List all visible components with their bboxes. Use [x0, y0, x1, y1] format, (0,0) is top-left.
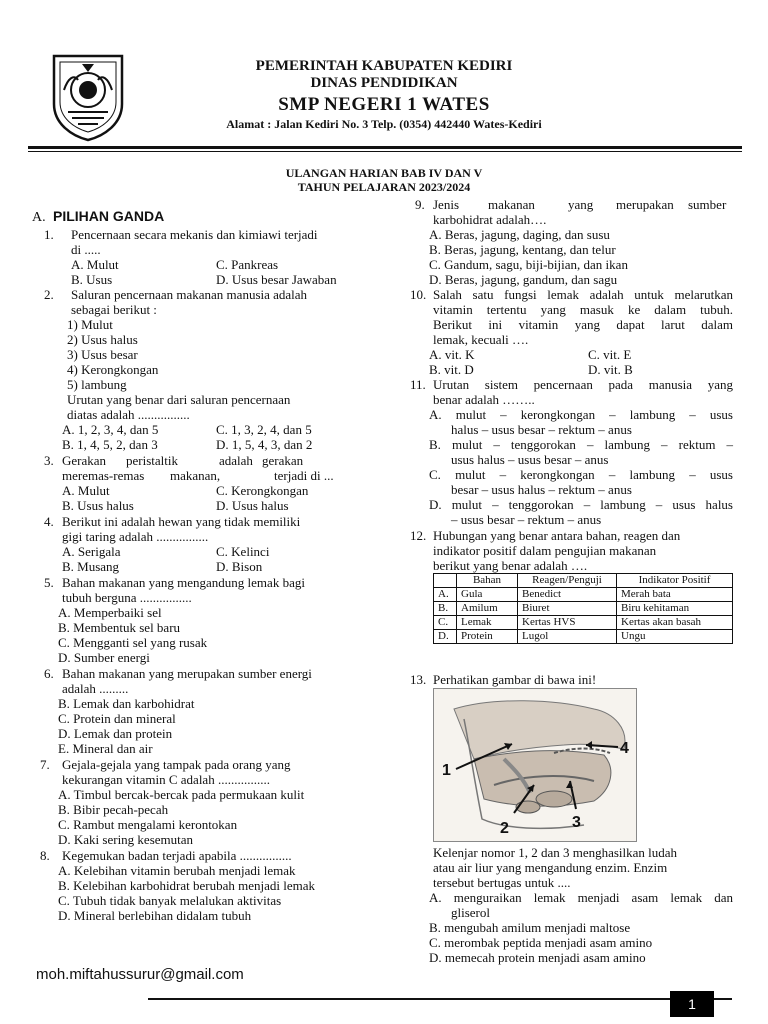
table-cell: B.	[434, 602, 457, 616]
q11-option-a-cont[interactable]: halus – usus besar – rektum – anus	[451, 422, 632, 437]
q6-option-e[interactable]: E. Mineral dan air	[58, 741, 153, 756]
q4-text-line1: Berikut ini adalah hewan yang tidak memiliki	[62, 514, 301, 529]
q3-word-1: Gerakan	[62, 453, 107, 468]
q5-option-d[interactable]: D. Sumber energi	[58, 650, 150, 665]
q10-number: 10.	[410, 287, 427, 302]
footer-email[interactable]: moh.miftahussurur@gmail.com	[36, 966, 244, 983]
q3-number: 3.	[44, 453, 54, 468]
q5-text-line2: tubuh berguna ................	[62, 590, 192, 605]
q12-th-reagen: Reagen/Penguji	[518, 574, 617, 588]
q6-option-b[interactable]: B. Lemak dan karbohidrat	[58, 696, 195, 711]
q1-option-c[interactable]: C. Pankreas	[216, 257, 279, 272]
q7-number: 7.	[40, 757, 50, 772]
q2-option-d[interactable]: D. 1, 5, 4, 3, dan 2	[216, 437, 313, 452]
q8-option-c[interactable]: C. Tubuh tidak banyak melalukan aktivitas	[58, 893, 282, 908]
q2-item-1: 1) Mulut	[67, 317, 113, 332]
table-row	[434, 616, 733, 630]
exam-title: ULANGAN HARIAN BAB IV DAN V	[285, 166, 483, 180]
q9-option-c[interactable]: C. Gandum, sagu, biji-bijian, dan ikan	[429, 257, 628, 272]
q9-option-b[interactable]: B. Beras, jagung, kentang, dan telur	[429, 242, 616, 257]
q11-number: 11.	[410, 377, 426, 392]
q13-text-line4: tersebut bertugas untuk ....	[433, 875, 571, 890]
q3-word-2: peristaltik	[126, 453, 178, 468]
q12-th-blank	[434, 574, 457, 588]
q7-option-b[interactable]: B. Bibir pecah-pecah	[58, 802, 169, 817]
q11-option-b-cont[interactable]: usus halus – usus besar – anus	[451, 452, 609, 467]
table-cell: Gula	[457, 588, 518, 602]
q2-text-line1: Saluran pencernaan makanan manusia adalah	[71, 287, 308, 302]
q5-number: 5.	[44, 575, 54, 590]
q1-option-d[interactable]: D. Usus besar Jawaban	[216, 272, 337, 287]
header-government: PEMERINTAH KABUPATEN KEDIRI	[255, 58, 513, 74]
q2-text-line2: sebagai berikut :	[71, 302, 157, 317]
q10-text-line4: lemak, kecuali ….	[433, 332, 529, 347]
q13-option-c[interactable]: C. merombak peptida menjadi asam amino	[429, 935, 653, 950]
q7-text-line1: Gejala-gejala yang tampak pada orang yang	[62, 757, 291, 772]
q3-line2-a: meremas-remas	[62, 468, 145, 483]
salivary-gland-diagram	[433, 688, 637, 842]
q4-option-c[interactable]: C. Kelinci	[216, 544, 270, 559]
q12-table	[433, 573, 733, 644]
table-cell: C.	[434, 616, 457, 630]
header-rule-thin	[28, 151, 742, 152]
q10-option-b[interactable]: B. vit. D	[429, 362, 474, 377]
q10-text-line3: Berikut ini vitamin yang dapat larut dalam	[433, 317, 733, 332]
diagram-label-3: 3	[572, 814, 581, 831]
q13-option-a-cont[interactable]: gliserol	[451, 905, 490, 920]
diagram-label-1: 1	[442, 762, 451, 779]
q7-option-a[interactable]: A. Timbul bercak-bercak pada permukaan kulit	[58, 787, 305, 802]
diagram-label-2: 2	[500, 820, 509, 837]
q5-option-a[interactable]: A. Memperbaiki sel	[58, 605, 162, 620]
q13-option-d[interactable]: D. memecah protein menjadi asam amino	[429, 950, 646, 965]
q6-text-line2: adalah .........	[62, 681, 129, 696]
table-cell: Kertas HVS	[518, 616, 617, 630]
q12-text-line3: berikut yang benar adalah ….	[433, 558, 588, 573]
table-cell: Ungu	[617, 630, 733, 644]
q11-option-c-cont[interactable]: besar – usus halus – rektum – anus	[451, 482, 632, 497]
table-row	[434, 630, 733, 644]
q2-text-line4: diatas adalah ................	[67, 407, 190, 422]
q11-text-line1: Urutan sistem pencernaan pada manusia yang	[433, 377, 733, 392]
q12-table-header	[434, 574, 733, 588]
q4-option-d[interactable]: D. Bison	[216, 559, 263, 574]
table-row	[434, 588, 733, 602]
q7-option-c[interactable]: C. Rambut mengalami kerontokan	[58, 817, 238, 832]
diagram-label-4: 4	[620, 740, 629, 757]
q10-option-a[interactable]: A. vit. K	[429, 347, 475, 362]
table-cell: Lemak	[457, 616, 518, 630]
q9-word-3: yang	[568, 197, 594, 212]
q4-number: 4.	[44, 514, 54, 529]
table-cell: Biuret	[518, 602, 617, 616]
page-number: 1	[670, 991, 714, 1017]
q4-option-b[interactable]: B. Musang	[62, 559, 120, 574]
q11-text-line2: benar adalah ……..	[433, 392, 535, 407]
q8-option-a[interactable]: A. Kelebihan vitamin berubah menjadi lemak	[58, 863, 296, 878]
q2-item-4: 4) Kerongkongan	[67, 362, 159, 377]
table-row	[434, 602, 733, 616]
q12-text-line2: indikator positif dalam pengujian makanan	[433, 543, 657, 558]
q9-word-4: merupakan	[616, 197, 674, 212]
q1-text-line2: di .....	[71, 242, 101, 257]
q13-text-line3: atau air liur yang mengandung enzim. Enzim	[433, 860, 668, 875]
q10-text-line1: Salah satu fungsi lemak adalah untuk melarutkan	[433, 287, 733, 302]
q1-option-a[interactable]: A. Mulut	[71, 257, 119, 272]
table-cell: Biru kehitaman	[617, 602, 733, 616]
table-cell: Kertas akan basah	[617, 616, 733, 630]
q9-option-d[interactable]: D. Beras, jagung, gandum, dan sagu	[429, 272, 618, 287]
q11-option-a[interactable]: A. mulut – kerongkongan – lambung – usus	[429, 407, 733, 422]
table-cell: Protein	[457, 630, 518, 644]
header-department: DINAS PENDIDIKAN	[310, 75, 458, 91]
q9-word-1: Jenis	[433, 197, 459, 212]
q12-th-indikator: Indikator Positif	[617, 574, 733, 588]
q4-text-line2: gigi taring adalah ................	[62, 529, 209, 544]
header-school: SMP NEGERI 1 WATES	[278, 94, 490, 115]
q13-text-line2: Kelenjar nomor 1, 2 dan 3 menghasilkan ludah	[433, 845, 678, 860]
q13-option-a[interactable]: A. menguraikan lemak menjadi asam lemak dan	[429, 890, 733, 905]
q9-word-2: makanan	[488, 197, 535, 212]
q2-option-b[interactable]: B. 1, 4, 5, 2, dan 3	[62, 437, 158, 452]
q3-option-b[interactable]: B. Usus halus	[62, 498, 134, 513]
section-letter: A.	[32, 210, 46, 225]
q9-option-a[interactable]: A. Beras, jagung, daging, dan susu	[429, 227, 610, 242]
q3-line2-b: makanan,	[170, 468, 221, 483]
table-cell: Amilum	[457, 602, 518, 616]
q7-option-d[interactable]: D. Kaki sering kesemutan	[58, 832, 194, 847]
q13-number: 13.	[410, 672, 427, 687]
exam-year: TAHUN PELAJARAN 2023/2024	[297, 180, 471, 194]
table-cell: D.	[434, 630, 457, 644]
q3-option-c[interactable]: C. Kerongkongan	[216, 483, 309, 498]
q2-item-5: 5) lambung	[67, 377, 127, 392]
q11-option-b[interactable]: B. mulut – tenggorokan – lambung – rektum –	[429, 437, 733, 452]
q5-option-b[interactable]: B. Membentuk sel baru	[58, 620, 181, 635]
q3-option-d[interactable]: D. Usus halus	[216, 498, 289, 513]
q3-line2-c: terjadi di ...	[274, 468, 334, 483]
q6-number: 6.	[44, 666, 54, 681]
q9-text-line2: karbohidrat adalah….	[433, 212, 547, 227]
q12-text-line1: Hubungan yang benar antara bahan, reagen dan	[433, 528, 681, 543]
header-address: Alamat : Jalan Kediri No. 3 Telp. (0354) 442440 Wates-Kediri	[226, 117, 542, 131]
q8-text-line1: Kegemukan badan terjadi apabila ................	[62, 848, 292, 863]
q2-option-c[interactable]: C. 1, 3, 2, 4, dan 5	[216, 422, 312, 437]
mouth-anatomy-illustration	[434, 689, 636, 841]
q11-option-c[interactable]: C. mulut – kerongkongan – lambung – usus	[429, 467, 733, 482]
q10-text-line2: vitamin tertentu yang masuk ke dalam tubuh.	[433, 302, 733, 317]
q3-option-a[interactable]: A. Mulut	[62, 483, 110, 498]
q11-option-d-cont[interactable]: – usus besar – rektum – anus	[451, 512, 602, 527]
q12-th-bahan: Bahan	[457, 574, 518, 588]
section-title: PILIHAN GANDA	[53, 208, 165, 224]
q8-number: 8.	[40, 848, 50, 863]
q9-number: 9.	[415, 197, 425, 212]
q1-number: 1.	[44, 227, 54, 242]
q1-option-b[interactable]: B. Usus	[71, 272, 113, 287]
q5-text-line1: Bahan makanan yang mengandung lemak bagi	[62, 575, 305, 590]
q6-option-d[interactable]: D. Lemak dan protein	[58, 726, 173, 741]
q2-option-a[interactable]: A. 1, 2, 3, 4, dan 5	[62, 422, 159, 437]
q8-option-b[interactable]: B. Kelebihan karbohidrat berubah menjadi lemak	[58, 878, 316, 893]
q12-number: 12.	[410, 528, 427, 543]
q10-option-d[interactable]: D. vit. B	[588, 362, 633, 377]
table-cell: Benedict	[518, 588, 617, 602]
q2-number: 2.	[44, 287, 54, 302]
q6-text-line1: Bahan makanan yang merupakan sumber energi	[62, 666, 312, 681]
q2-item-2: 2) Usus halus	[67, 332, 138, 347]
header-rule-thick	[28, 146, 742, 149]
q9-word-5: sumber	[688, 197, 727, 212]
q1-text-line1: Pencernaan secara mekanis dan kimiawi terjadi	[71, 227, 318, 242]
q3-word-4: gerakan	[262, 453, 304, 468]
footer-rule	[148, 998, 732, 1000]
table-cell: Lugol	[518, 630, 617, 644]
q11-option-d[interactable]: D. mulut – tenggorokan – lambung – usus halus	[429, 497, 733, 512]
q13-option-b[interactable]: B. mengubah amilum menjadi maltose	[429, 920, 631, 935]
table-cell: Merah bata	[617, 588, 733, 602]
q4-option-a[interactable]: A. Serigala	[62, 544, 121, 559]
table-cell: A.	[434, 588, 457, 602]
q10-option-c[interactable]: C. vit. E	[588, 347, 632, 362]
q5-option-c[interactable]: C. Mengganti sel yang rusak	[58, 635, 208, 650]
q3-word-3: adalah	[219, 453, 253, 468]
q13-text-line1: Perhatikan gambar di bawa ini!	[433, 672, 597, 687]
q6-option-c[interactable]: C. Protein dan mineral	[58, 711, 176, 726]
q2-item-3: 3) Usus besar	[67, 347, 138, 362]
q2-text-line3: Urutan yang benar dari saluran pencernaan	[67, 392, 291, 407]
q7-text-line2: kekurangan vitamin C adalah ................	[62, 772, 270, 787]
q8-option-d[interactable]: D. Mineral berlebihan didalam tubuh	[58, 908, 252, 923]
